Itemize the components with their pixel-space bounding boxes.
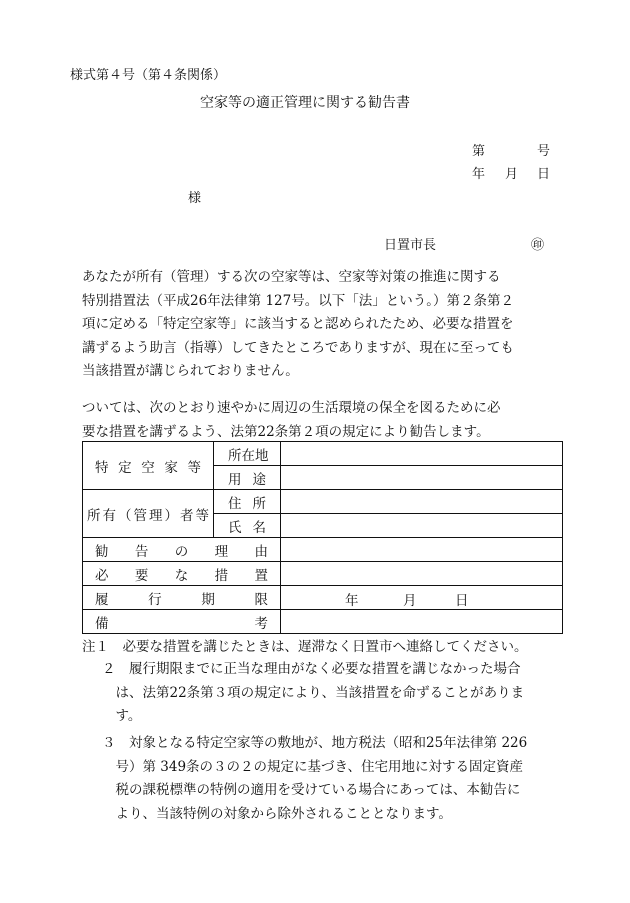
note-line: ３ 対象となる特定空家等の敷地が、地方税法（昭和25年法律第 226 — [102, 735, 528, 751]
owner-label: 所有（管理）者等 — [83, 490, 214, 538]
paragraph-line: 当該措置が講じられておりません。 — [82, 363, 299, 379]
name-value — [281, 514, 563, 538]
paragraph-line: 特別措置法（平成26年法律第 127号。以下「法」という。）第２条第２ — [82, 292, 514, 309]
paragraph-line: あなたが所有（管理）する次の空家等は、空家等対策の推進に関する — [82, 269, 501, 285]
paragraph-line: 講ずるよう助言（指導）してきたところでありますが、現在に至っても — [82, 339, 514, 356]
date-month-label: 月 — [505, 167, 519, 182]
deadline-year: 年 — [345, 593, 359, 609]
deadline-day: 日 — [455, 593, 469, 609]
note-1 — [82, 636, 528, 660]
deadline-label: 履行期限 — [83, 586, 281, 610]
note-line: は、法第22条第３項の規定により、当該措置を命ずることがありま — [102, 684, 525, 701]
table-row — [83, 610, 563, 634]
table-row — [83, 538, 563, 562]
document-number-label: 第 — [472, 144, 486, 159]
note-line: ２ 履行期限までに正当な理由がなく必要な措置を講じなかった場合 — [102, 661, 521, 677]
issuer-name: 日置市長 — [384, 238, 437, 253]
paragraph-recommendation — [82, 397, 501, 444]
remarks-label: 備考 — [83, 610, 281, 634]
use-value — [281, 466, 563, 490]
property-label: 特定空家等 — [83, 442, 214, 490]
paragraph-intro — [82, 266, 514, 384]
address-value — [281, 490, 563, 514]
table-row — [83, 490, 563, 514]
paragraph-line: 項に定める「特定空家等」に該当すると認められたため、必要な措置を — [82, 316, 514, 332]
document-title: 空家等の適正管理に関する勧告書 — [200, 95, 410, 111]
note-line: す。 — [102, 708, 142, 724]
recommendation-table — [82, 441, 562, 631]
reason-label: 勧告の理由 — [83, 538, 281, 562]
note-line: 税の課税標準の特例の適用を受けている場合にあっては、本勧告に — [102, 782, 521, 798]
address-label: 住所 — [214, 490, 281, 514]
location-label: 所在地 — [214, 442, 281, 466]
paragraph-line: 要な措置を講ずるよう、法第22条第２項の規定により勧告します。 — [82, 423, 490, 440]
remarks-value — [281, 610, 563, 634]
name-label: 氏名 — [214, 514, 281, 538]
paragraph-line: ついては、次のとおり速やかに周辺の生活環境の保全を図るために必 — [82, 400, 501, 416]
location-value — [281, 442, 563, 466]
note-2 — [102, 658, 524, 729]
seal-icon: ㊞ — [531, 238, 545, 253]
document-number-suffix: 号 — [537, 144, 551, 159]
table-row — [83, 442, 563, 466]
note-line: 号）第 349条の３の２の規定に基づき、住宅用地に対する固定資産 — [102, 758, 524, 775]
addressee-suffix: 様 — [188, 191, 202, 206]
table-row — [83, 586, 563, 610]
date-day-label: 日 — [537, 167, 551, 182]
measures-label: 必要な措置 — [83, 562, 281, 586]
note-line: 注１ 必要な措置を講じたときは、遅滞なく日置市へ連絡してください。 — [82, 639, 528, 655]
form-number: 様式第４号（第４条関係） — [70, 68, 227, 83]
measures-value — [281, 562, 563, 586]
reason-value — [281, 538, 563, 562]
table-row — [83, 562, 563, 586]
note-line: より、当該特例の対象から除外されることとなります。 — [102, 805, 452, 822]
deadline-value — [281, 586, 563, 610]
use-label: 用途 — [214, 466, 281, 490]
note-3 — [102, 732, 527, 826]
deadline-month: 月 — [403, 593, 417, 609]
date-year-label: 年 — [472, 167, 486, 182]
